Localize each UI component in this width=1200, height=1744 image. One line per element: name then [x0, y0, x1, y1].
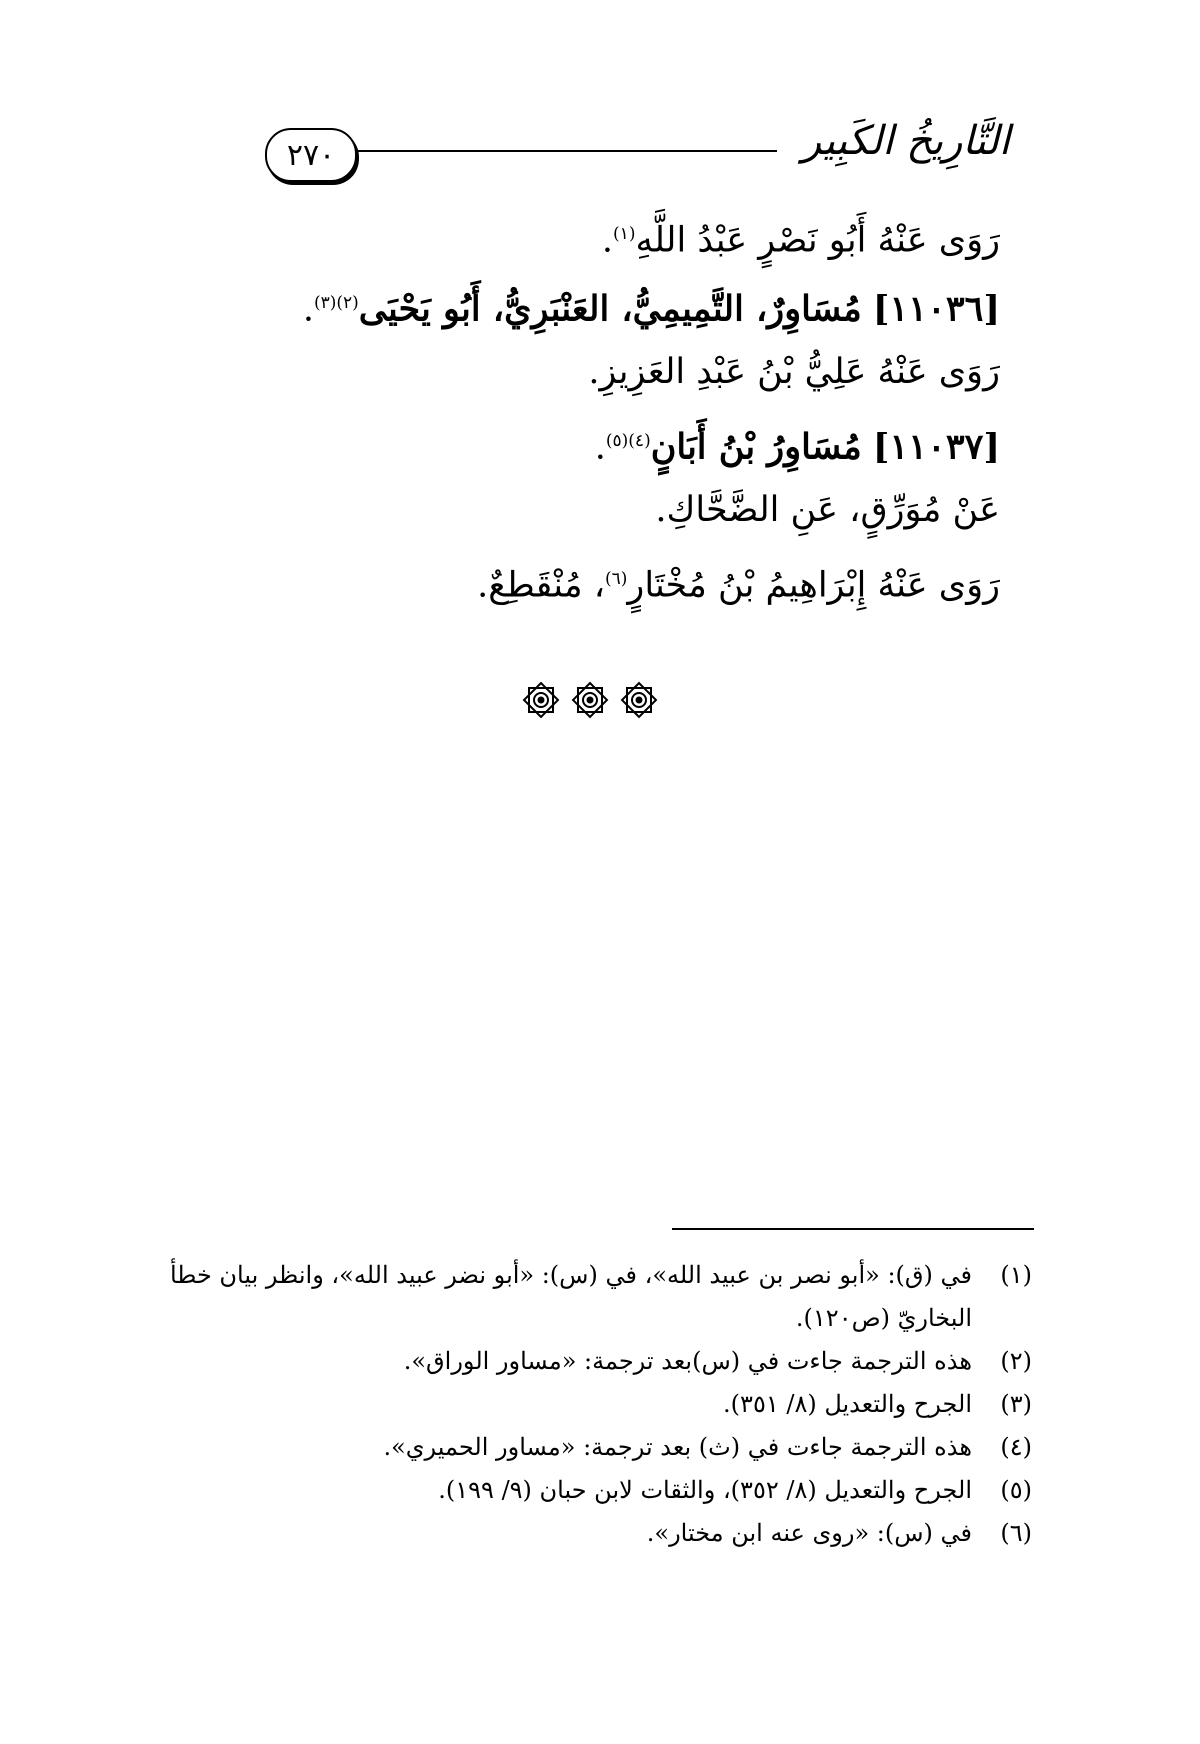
line-text: رَوَى عَنْهُ أَبُو نَصْرٍ عَبْدُ اللَّهِ [635, 220, 1000, 261]
entry-number: [١١٠٣٦] [872, 288, 1000, 330]
footnote-item [112, 1254, 1032, 1297]
footnote-mark: (٤)(٥) [605, 431, 651, 451]
page-number [265, 128, 357, 182]
line-tail: . [601, 220, 614, 261]
footnote-text: هذه الترجمة جاءت في (س)بعد ترجمة: «مساور الوراق». [403, 1347, 972, 1375]
footnote-mark: (١) [613, 224, 636, 244]
footnote-item [112, 1340, 1032, 1383]
footnote-text: الجرح والتعديل (٨/ ٣٥٢)، والثقات لابن حبان (٩/ ١٩٩). [438, 1476, 972, 1504]
line-text: عَنْ مُوَرِّقٍ، عَنِ الضَّحَّاكِ. [655, 490, 1000, 530]
entry-name: مُسَاوِرُ بْنُ أَبَانٍ [650, 426, 862, 468]
text-line [240, 476, 1000, 545]
line-tail: . [594, 427, 606, 468]
line-text: رَوَى عَنْهُ عَلِيُّ بْنُ عَبْدِ العَزِيزِ. [588, 352, 1000, 392]
entry-number: [١١٠٣٧] [872, 426, 1000, 468]
footnotes [112, 1254, 1032, 1555]
footnote-number: (٥) [1000, 1476, 1032, 1504]
footnote-number [972, 1297, 1032, 1340]
text-line [240, 200, 1000, 269]
footnote-item [112, 1383, 1032, 1426]
section-divider [520, 676, 660, 724]
footnote-item [112, 1297, 1032, 1340]
ornament-icon [618, 679, 660, 721]
footnote-item [112, 1469, 1032, 1512]
ornament-icon [520, 679, 562, 721]
footnote-text: في (ق): «أبو نصر بن عبيد الله»، في (س): «أبو نضر عبيد الله»، وانظر بيان خطأ [169, 1261, 972, 1289]
header-rule [357, 150, 777, 152]
line-tail: ، مُنْقَطِعٌ. [477, 565, 605, 606]
main-text [240, 200, 1000, 614]
footnote-text: الجرح والتعديل (٨/ ٣٥١). [723, 1390, 972, 1418]
page-number-text: ٢٧٠ [286, 137, 336, 173]
book-title: التَّارِيخُ الكَبِير [801, 118, 1010, 164]
footnote-item [112, 1426, 1032, 1469]
line-tail: . [302, 289, 314, 330]
footnote-text: البخاريّ (ص١٢٠). [795, 1304, 972, 1332]
ornament-icon [569, 679, 611, 721]
footnote-number: (٦) [1000, 1519, 1032, 1547]
footnote-mark: (٢)(٣) [313, 293, 359, 313]
footnote-text: في (س): «روى عنه ابن مختار». [646, 1519, 972, 1547]
footnote-number: (٣) [1000, 1390, 1032, 1418]
footnote-number: (١) [1000, 1261, 1032, 1289]
text-line [240, 338, 1000, 407]
footnote-number: (٢) [1000, 1347, 1032, 1375]
entry-line [240, 269, 1000, 338]
line-text: رَوَى عَنْهُ إِبْرَاهِيمُ بْنُ مُخْتَارٍ [627, 565, 1000, 606]
footnote-rule [672, 1228, 1034, 1230]
text-line [240, 545, 1000, 614]
footnote-text: هذه الترجمة جاءت في (ث) بعد ترجمة: «مساور الحميري». [383, 1433, 972, 1461]
entry-line [240, 407, 1000, 476]
entry-name: مُسَاوِرٌ، التَّمِيمِيُّ، العَنْبَرِيُّ، أَبُو يَحْيَى [358, 288, 862, 330]
footnote-number: (٤) [1000, 1433, 1032, 1461]
footnote-mark: (٦) [605, 569, 628, 589]
footnote-item [112, 1512, 1032, 1555]
